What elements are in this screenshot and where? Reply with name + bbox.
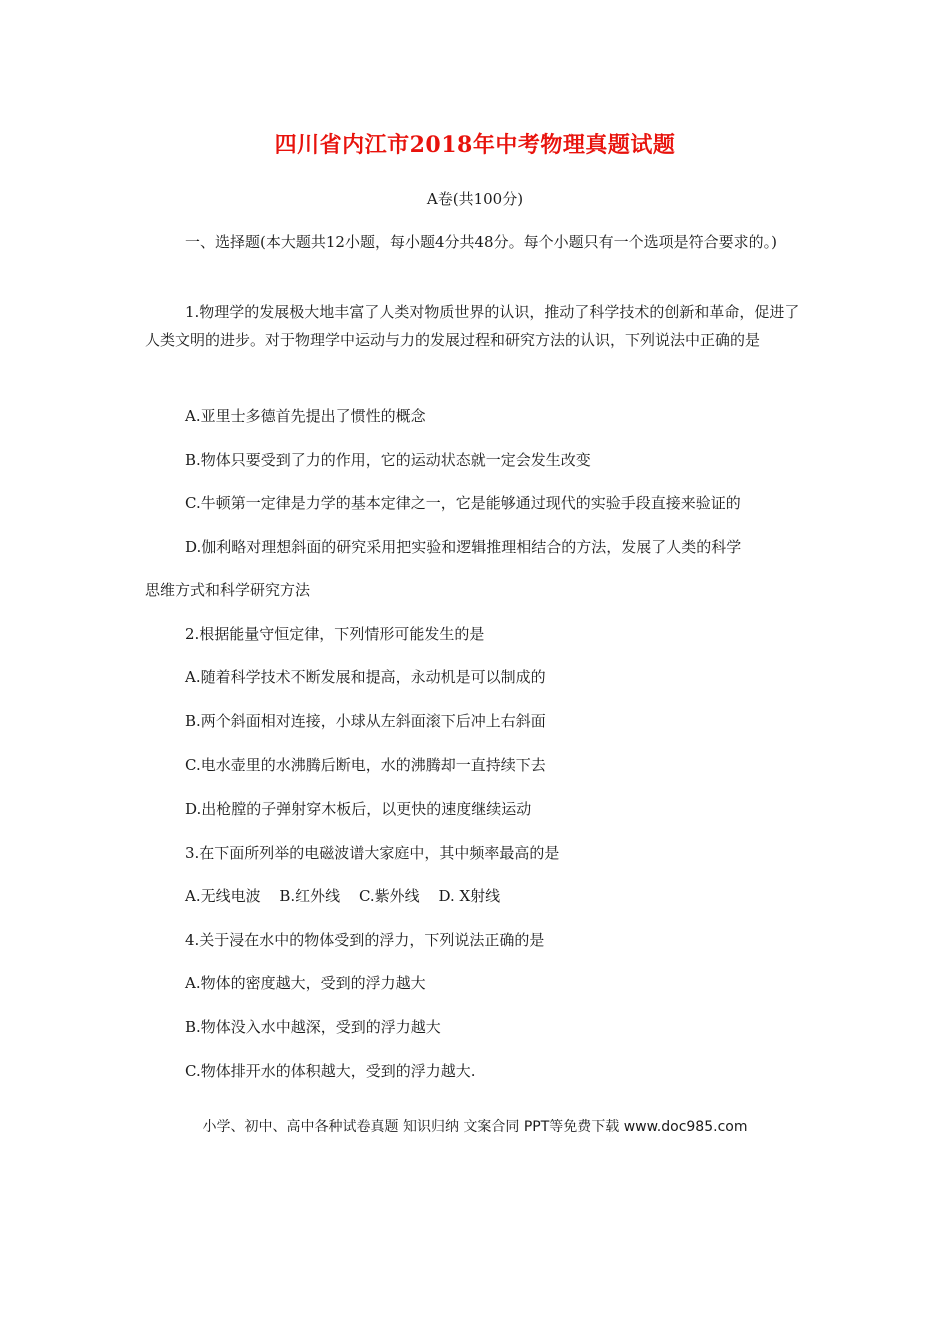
question-2-option-b: B.两个斜面相对连接，小球从左斜面滚下后冲上右斜面 xyxy=(185,712,546,730)
question-4-option-a: A.物体的密度越大，受到的浮力越大 xyxy=(185,974,426,992)
question-3-options xyxy=(185,882,850,910)
question-1-option-a: A.亚里士多德首先提出了惯性的概念 xyxy=(185,407,426,425)
question-4-option-b: B.物体没入水中越深，受到的浮力越大 xyxy=(185,1018,441,1036)
question-1-option-c: C.牛顿第一定律是力学的基本定律之一，它是能够通过现代的实验手段直接来验证的 xyxy=(185,494,741,512)
question-2-option-c: C.电水壶里的水沸腾后断电，水的沸腾却一直持续下去 xyxy=(185,756,546,774)
question-1-stem: 1.物理学的发展极大地丰富了人类对物质世界的认识，推动了科学技术的创新和革命，促进了人类文明的进步。对于物理学中运动与力的发展过程和研究方法的认识，下列说法中正确的是 xyxy=(145,303,800,349)
question-2-stem: 2.根据能量守恒定律，下列情形可能发生的是 xyxy=(185,625,485,643)
document-title: 四川省内江市2018年中考物理真题试题 xyxy=(274,132,676,158)
question-4-option-c: C.物体排开水的体积越大，受到的浮力越大. xyxy=(185,1062,476,1080)
question-1-option-d: D.伽利略对理想斜面的研究采用把实验和逻辑推理相结合的方法，发展了人类的科学 xyxy=(185,538,742,556)
section-heading: 一、选择题(本大题共12小题，每小题4分共48分。每个小题只有一个选项是符合要求的。) xyxy=(185,233,777,251)
question-1-option-b: B.物体只要受到了力的作用，它的运动状态就一定会发生改变 xyxy=(185,451,591,469)
page-footer: 小学、初中、高中各种试卷真题 知识归纳 文案合同 PPT等免费下载 www.doc985.com xyxy=(202,1119,748,1135)
question-3-option-c: C.紫外线 xyxy=(358,887,420,905)
question-2-option-d: D.出枪膛的子弹射穿木板后，以更快的速度继续运动 xyxy=(185,800,532,818)
question-2-option-a: A.随着科学技术不断发展和提高，永动机是可以制成的 xyxy=(185,668,546,686)
question-4-stem: 4.关于浸在水中的物体受到的浮力，下列说法正确的是 xyxy=(185,931,545,949)
question-3-option-d: D. X射线 xyxy=(438,887,501,905)
question-3-stem: 3.在下面所列举的电磁波谱大家庭中，其中频率最高的是 xyxy=(185,844,560,862)
question-3-option-a: A.无线电波 xyxy=(185,887,261,905)
question-3-option-b: B.红外线 xyxy=(279,887,341,905)
paper-subtitle: A卷(共100分) xyxy=(426,190,524,208)
question-1-option-d-continued: 思维方式和科学研究方法 xyxy=(145,581,311,599)
